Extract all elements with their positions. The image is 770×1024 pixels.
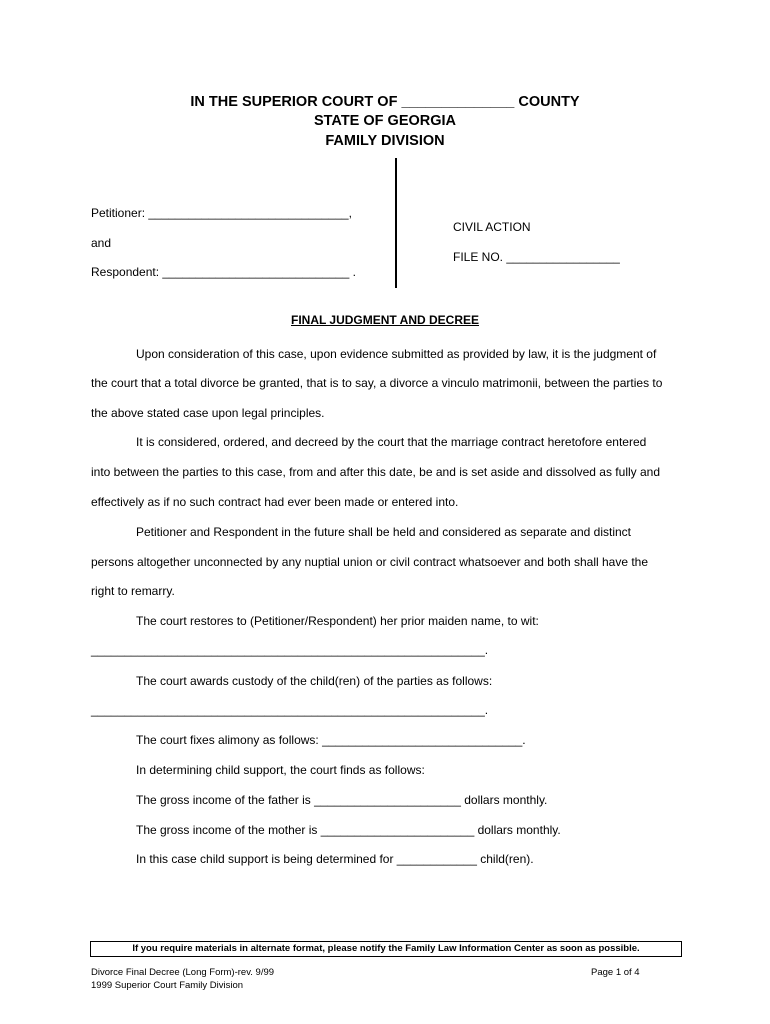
caption-divider [395,158,397,288]
footer-form-name: Divorce Final Decree (Long Form)-rev. 9/99 [91,967,275,978]
court-header-line1: IN THE SUPERIOR COURT OF ______________ COUNTY [190,94,580,110]
paragraph-1-line-1: Upon consideration of this case, upon evidence submitted as provided by law, it is the judgment of [136,347,657,361]
maiden-name-blank: ___________________________________________________________. [91,643,489,657]
petitioner-field: Petitioner: ______________________________, [91,206,352,220]
children-count-field: In this case child support is being determined for ____________ child(ren). [136,852,534,866]
maiden-name-text: The court restores to (Petitioner/Respondent) her prior maiden name, to wit: [136,614,539,628]
custody-blank: ___________________________________________________________. [91,703,489,717]
child-support-findings: In determining child support, the court finds as follows: [136,763,425,777]
footer-page-number: Page 1 of 4 [591,967,640,978]
alimony-field: The court fixes alimony as follows: ______________________________. [136,733,526,747]
and-label: and [91,236,112,250]
father-income-field: The gross income of the father is ______________________ dollars monthly. [136,793,548,807]
mother-income-field: The gross income of the mother is _______________________ dollars monthly. [136,823,561,837]
paragraph-3-line-2: persons altogether unconnected by any nuptial union or civil contract whatsoever and both shall have the [91,555,649,569]
accessibility-notice: If you require materials in alternate format, please notify the Family Law Information Center as soon as possible. [90,941,682,957]
document-title: FINAL JUDGMENT AND DECREE [290,313,479,327]
paragraph-2-line-3: effectively as if no such contract had ever been made or entered into. [91,495,459,509]
paragraph-2-line-1: It is considered, ordered, and decreed by the court that the marriage contract heretofore entered [136,435,647,449]
court-header-state: STATE OF GEORGIA [313,113,457,129]
civil-action-label: CIVIL ACTION [453,220,531,234]
paragraph-1-line-3: the above stated case upon legal principles. [91,406,325,420]
paragraph-2-line-2: into between the parties to this case, from and after this date, be and is set aside and dissolved as fully and [91,465,661,479]
paragraph-3-line-1: Petitioner and Respondent in the future shall be held and considered as separate and distinct [136,525,631,539]
footer-division: 1999 Superior Court Family Division [91,980,244,991]
file-number-field: FILE NO. _________________ [453,250,620,264]
court-header-division: FAMILY DIVISION [325,133,445,149]
paragraph-3-line-3: right to remarry. [91,584,175,598]
custody-text: The court awards custody of the child(ren) of the parties as follows: [136,674,493,688]
paragraph-1-line-2: the court that a total divorce be granted, that is to say, a divorce a vinculo matrimonii, between the parties to [91,376,663,390]
respondent-field: Respondent: ____________________________ . [91,265,356,279]
